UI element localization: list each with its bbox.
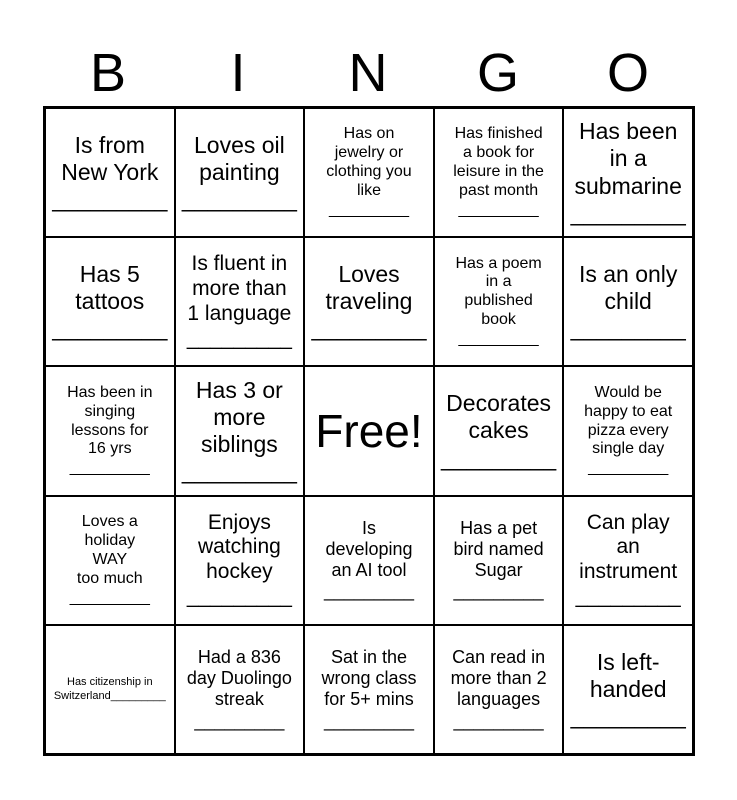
cell-text: Has on jewelry or clothing you like _________ bbox=[326, 125, 412, 218]
bingo-cell bbox=[563, 496, 693, 625]
cell-text: Is developing an AI tool _________ bbox=[323, 517, 415, 602]
cell-text: Loves traveling _________ bbox=[311, 261, 427, 342]
bingo-cell bbox=[563, 108, 693, 237]
cell-text: Has a poem in a published book _________ bbox=[455, 254, 542, 348]
bingo-header bbox=[43, 40, 693, 106]
bingo-cell bbox=[304, 237, 434, 366]
cell-text: Has been in a submarine _________ bbox=[570, 118, 686, 226]
cell-text: Has citizenship in Switzerland_________ bbox=[53, 676, 166, 703]
bingo-cell bbox=[175, 625, 305, 754]
cell-text: Is fluent in more than 1 language _________ bbox=[186, 252, 292, 350]
cell-text: Would be happy to eat pizza every single day _________ bbox=[584, 383, 673, 477]
cell-text: Decorates cakes _________ bbox=[441, 390, 557, 471]
cell-text: Is from New York _________ bbox=[52, 131, 168, 213]
cell-text: Has a pet bird named Sugar _________ bbox=[453, 517, 544, 602]
cell-text: Enjoys watching hockey _________ bbox=[186, 510, 292, 608]
bingo-board bbox=[43, 106, 695, 756]
cell-text: Loves a holiday WAY too much _________ bbox=[69, 513, 150, 606]
bingo-cell bbox=[175, 496, 305, 625]
cell-text: Sat in the wrong class for 5+ mins _________ bbox=[321, 646, 417, 731]
bingo-cell bbox=[563, 237, 693, 366]
free-space-text: Free! bbox=[315, 404, 423, 457]
bingo-cell bbox=[45, 625, 175, 754]
bingo-cell bbox=[563, 366, 693, 495]
header-letter-o: O bbox=[606, 43, 649, 103]
bingo-cell bbox=[304, 625, 434, 754]
header-letter-n: N bbox=[348, 43, 388, 103]
bingo-cell bbox=[563, 625, 693, 754]
bingo-cell bbox=[304, 108, 434, 237]
free-space bbox=[304, 366, 434, 495]
bingo-cell bbox=[434, 366, 564, 495]
bingo-cell bbox=[45, 108, 175, 237]
bingo-cell bbox=[434, 108, 564, 237]
cell-text: Has 3 or more siblings _________ bbox=[181, 376, 297, 485]
header-letter-b: B bbox=[89, 43, 127, 103]
bingo-cell bbox=[434, 496, 564, 625]
bingo-cell bbox=[304, 496, 434, 625]
header-letter-g: G bbox=[476, 43, 519, 103]
cell-text: Has finished a book for leisure in the past month _________ bbox=[453, 125, 544, 218]
bingo-cell bbox=[175, 108, 305, 237]
bingo-cell bbox=[434, 237, 564, 366]
cell-text: Has 5 tattoos _________ bbox=[52, 261, 168, 342]
cell-text: Is an only child _________ bbox=[570, 261, 686, 342]
cell-text: Loves oil painting _________ bbox=[181, 131, 297, 213]
cell-text: Had a 836 day Duolingo streak _________ bbox=[186, 646, 292, 731]
bingo-cell bbox=[45, 366, 175, 495]
cell-text: Has been in singing lessons for 16 yrs _________ bbox=[67, 383, 153, 477]
bingo-cell bbox=[175, 366, 305, 495]
bingo-cell bbox=[434, 625, 564, 754]
header-letter-i: I bbox=[230, 43, 246, 103]
cell-text: Can read in more than 2 languages _________ bbox=[450, 646, 547, 731]
bingo-cell bbox=[45, 496, 175, 625]
bingo-cell bbox=[175, 237, 305, 366]
bingo-cell bbox=[45, 237, 175, 366]
cell-text: Is left- handed _________ bbox=[570, 648, 686, 729]
cell-text: Can play an instrument _________ bbox=[575, 510, 681, 608]
